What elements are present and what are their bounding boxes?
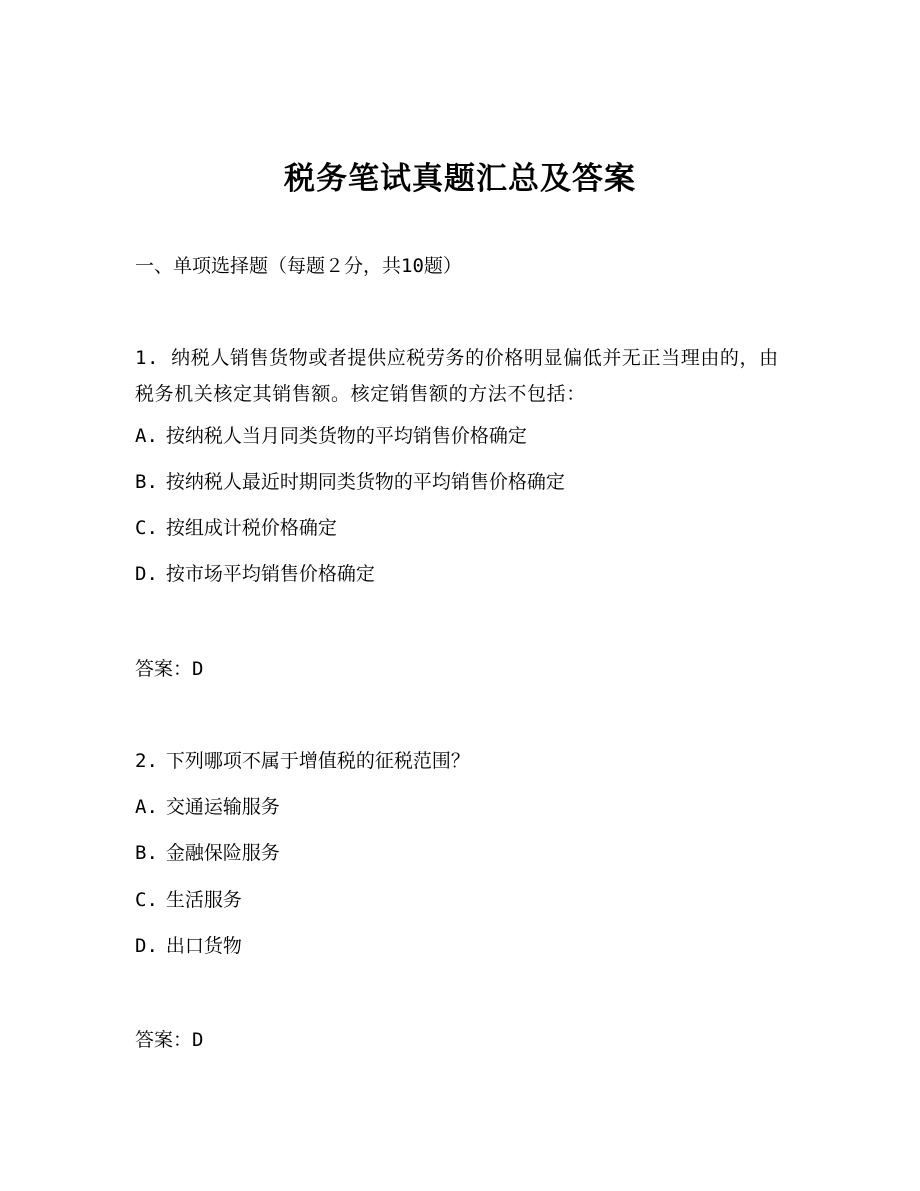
option-letter: B. <box>135 471 158 493</box>
option-letter: B. <box>135 842 158 864</box>
question-2-option-a <box>135 794 280 820</box>
question-2-option-d <box>135 933 242 959</box>
question-1-option-b <box>135 469 565 495</box>
option-text: 按市场平均销售价格确定 <box>165 563 375 585</box>
question-1-option-d <box>135 561 375 587</box>
option-text: 按纳税人最近时期同类货物的平均销售价格确定 <box>165 471 565 493</box>
question-text: 纳税人销售货物或者提供应税劳务的价格明显偏低并无正当理由的，由税务机关核定其销售额。核定销售额的方法不包括： <box>135 347 779 405</box>
option-letter: A. <box>135 425 158 447</box>
option-text: 按组成计税价格确定 <box>165 517 337 539</box>
option-letter: D. <box>135 935 158 957</box>
option-text: 出口货物 <box>165 935 242 957</box>
question-2-option-c <box>135 887 242 913</box>
option-letter: C. <box>135 889 158 911</box>
question-text: 下列哪项不属于增值税的征税范围？ <box>165 750 470 772</box>
question-2-stem <box>135 748 470 774</box>
question-1-option-a <box>135 423 527 449</box>
question-number: 1. <box>135 347 160 369</box>
question-number: 2. <box>135 750 158 772</box>
question-1-option-c <box>135 515 337 541</box>
question-1-stem <box>135 340 785 412</box>
option-letter: A. <box>135 796 158 818</box>
option-text: 按纳税人当月同类货物的平均销售价格确定 <box>165 425 527 447</box>
option-letter: C. <box>135 517 158 539</box>
option-text: 金融保险服务 <box>165 842 280 864</box>
option-text: 生活服务 <box>165 889 242 911</box>
option-letter: D. <box>135 563 158 585</box>
question-2-option-b <box>135 840 280 866</box>
option-text: 交通运输服务 <box>165 796 280 818</box>
question-2-answer: 答案：D <box>135 1029 204 1051</box>
document-title: 税务笔试真题汇总及答案 <box>284 161 636 197</box>
section-heading: 一、单项选择题（每题２分，共10题） <box>135 255 462 277</box>
question-1-answer: 答案：D <box>135 658 204 680</box>
